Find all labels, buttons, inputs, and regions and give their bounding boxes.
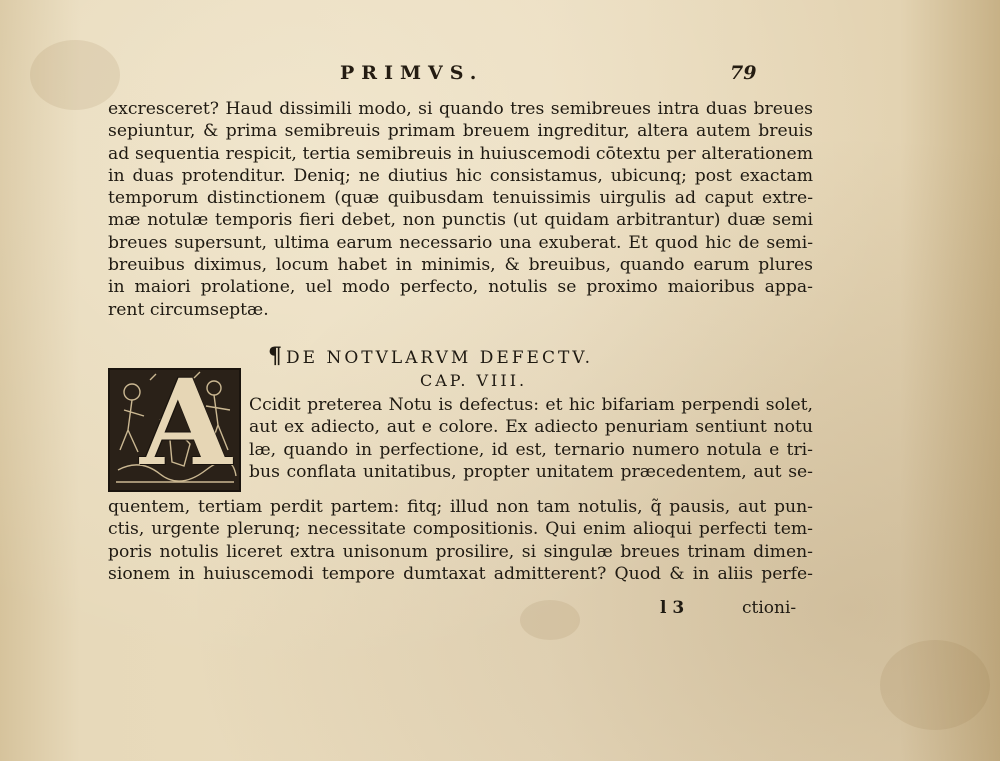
text-line: ad sequentia respicit, tertia semibreuis in huiuscemodi cōtextu per alterationem <box>108 143 813 164</box>
chapter-number: CAP. VIII. <box>420 371 528 390</box>
section-title: DE NOTVLARVM DEFECTV. <box>286 348 594 368</box>
section-heading <box>268 343 593 369</box>
catchword: ctioni- <box>742 598 797 618</box>
paragraph-2 <box>108 496 813 585</box>
text-line: in duas protenditur. Deniq; ne diutius hic consistamus, ubicunq; post exactam <box>108 165 813 186</box>
pilcrow-icon: ¶ <box>268 343 282 369</box>
text-line: breuibus diximus, locum habet in minimis, & breuibus, quando earum plures <box>108 255 813 276</box>
signature-mark: l 3 <box>660 598 685 618</box>
initial-letter: A <box>140 368 232 492</box>
text-line: sionem in huiuscemodi tempore dumtaxat admitterent? Quod & in aliis perfe- <box>108 563 813 584</box>
text-line: Ccidit preterea Notu is defectus: et hic bifariam perpendi solet, <box>249 395 813 415</box>
text-line: temporum distinctionem (quæ quibusdam tenuissimis uirgulis ad caput extre- <box>108 188 813 209</box>
text-line: mæ notulæ temporis fieri debet, non punctis (ut quidam arbitrantur) duæ semi <box>108 210 813 231</box>
text-line: excresceret? Haud dissimili modo, si quando tres semibreues intra duas breues <box>108 99 813 119</box>
page-header <box>340 62 780 92</box>
wrapped-paragraph <box>249 394 813 483</box>
text-line: quentem, tertiam perdit partem: fitq; illud non tam notulis, q̃ pausis, aut pun- <box>108 497 813 517</box>
text-line: poris notulis liceret extra unisonum prosilire, si singulæ breues trinam dimen- <box>108 541 813 562</box>
text-line: in maiori prolatione, uel modo perfecto, notulis se proximo maioribus appa- <box>108 277 813 298</box>
woodcut-initial-icon <box>108 368 241 492</box>
running-head: PRIMVS. <box>340 62 484 84</box>
text-line: bus conflata unitatibus, propter unitatem præcedentem, aut se- <box>249 461 813 482</box>
text-line: ctis, urgente plerunq; necessitate compositionis. Qui enim alioqui perfecti tem- <box>108 519 813 540</box>
page-number: 79 <box>730 62 757 84</box>
text-line: sepiuntur, & prima semibreuis primam breuem ingreditur, altera autem breuis <box>108 121 813 142</box>
text-line: aut ex adiecto, aut e colore. Ex adiecto penuriam sentiunt notu <box>249 417 813 438</box>
text-line: breues supersunt, ultima earum necessario una exuberat. Et quod hic de semi- <box>108 232 813 253</box>
page-footer <box>660 598 820 622</box>
text-line: rent circumseptæ. <box>108 299 269 320</box>
paragraph-1 <box>108 98 813 321</box>
text-line: læ, quando in perfectione, id est, ternario numero notula e tri- <box>249 439 813 460</box>
